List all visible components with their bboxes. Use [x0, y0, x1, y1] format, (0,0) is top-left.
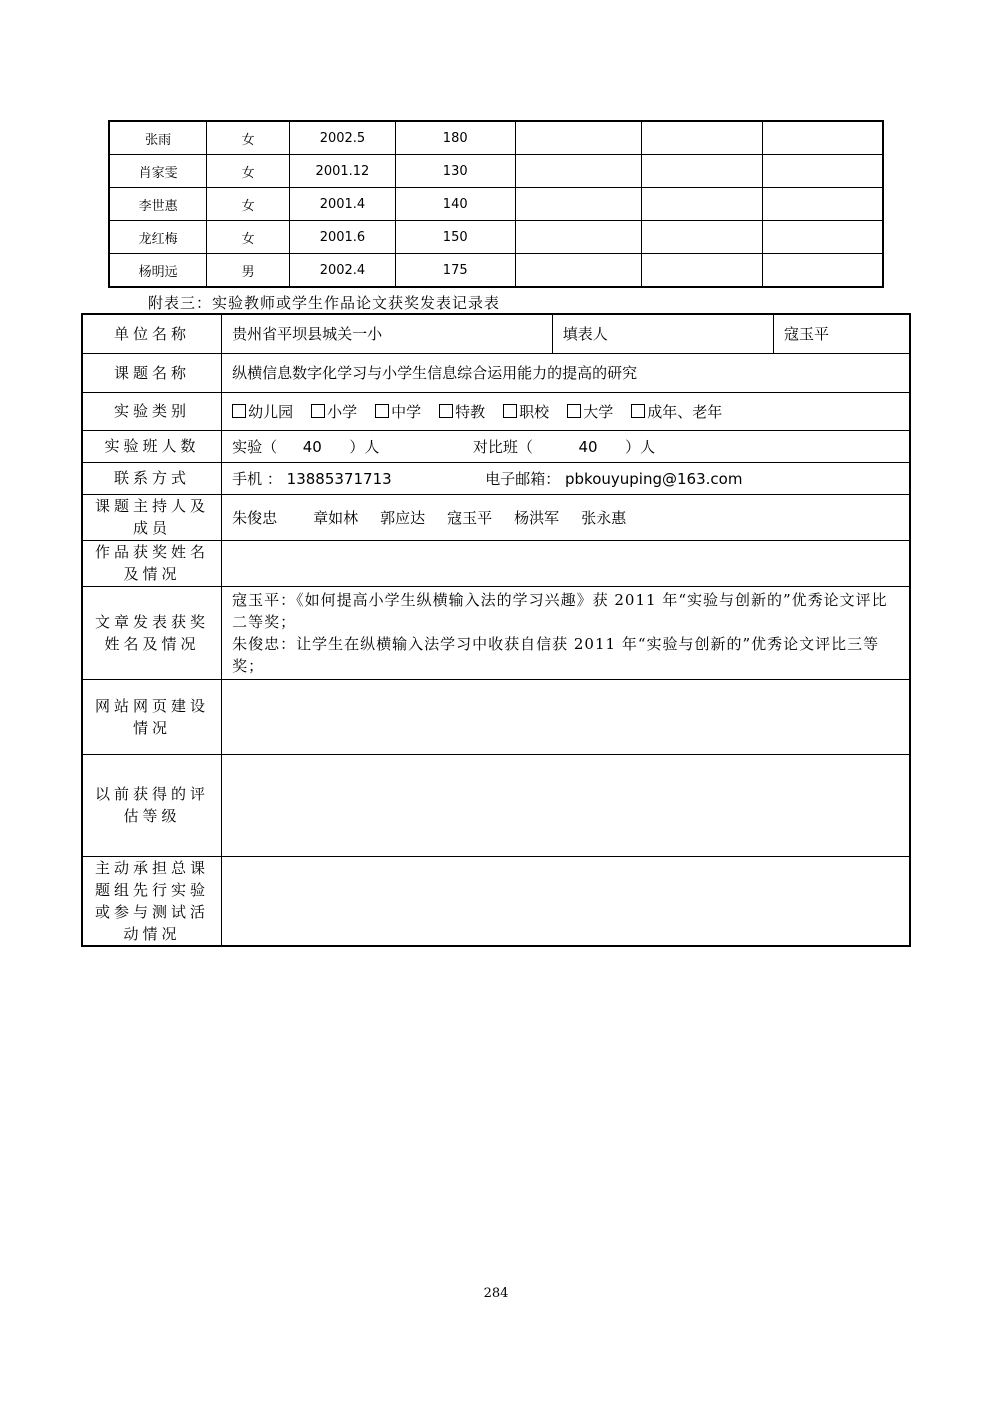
unit-value: 贵州省平坝县城关一小	[222, 314, 553, 353]
category-option-label: 小学	[327, 402, 358, 421]
email-value: pbkouyuping@163.com	[565, 469, 743, 488]
table-row	[109, 155, 883, 188]
student-birth: 2001.6	[290, 221, 396, 254]
empty-cell	[515, 221, 642, 254]
topic-row	[82, 353, 910, 392]
empty-cell	[515, 188, 642, 221]
class-count-row	[82, 430, 910, 462]
checkbox-icon[interactable]	[439, 404, 453, 418]
ctrl-value: 40	[578, 437, 598, 456]
student-name: 肖家雯	[109, 155, 207, 188]
contact-label: 联系方式	[82, 462, 222, 494]
prior-label: 以前获得的评估等级	[82, 754, 222, 856]
student-birth: 2002.5	[290, 121, 396, 155]
article-line: 朱俊忠：让学生在纵横输入法学习中收获自信获 2011 年“实验与创新的”优秀论文评比三等奖；	[232, 634, 880, 675]
member-name: 郭应达	[380, 508, 426, 527]
unit-row	[82, 314, 910, 353]
category-option[interactable]	[375, 403, 421, 421]
works-row	[82, 540, 910, 586]
empty-cell	[642, 121, 763, 155]
category-option-label: 成年、老年	[647, 402, 723, 421]
category-label: 实验类别	[82, 392, 222, 430]
category-option[interactable]	[311, 403, 357, 421]
class-count-label: 实验班人数	[82, 430, 222, 462]
table-row	[109, 188, 883, 221]
category-option[interactable]	[439, 403, 485, 421]
member-name: 杨洪军	[514, 508, 560, 527]
checkbox-icon[interactable]	[503, 404, 517, 418]
article-value	[222, 586, 910, 679]
prior-row	[82, 754, 910, 856]
student-name: 李世惠	[109, 188, 207, 221]
website-row	[82, 679, 910, 754]
contact-value	[222, 462, 910, 494]
category-option-label: 职校	[519, 402, 550, 421]
category-option[interactable]	[567, 403, 613, 421]
student-gender: 女	[207, 188, 290, 221]
member-name: 朱俊忠	[232, 508, 278, 527]
category-option[interactable]	[503, 403, 549, 421]
contact-row	[82, 462, 910, 494]
table-caption: 附表三：实验教师或学生作品论文获奖发表记录表	[148, 294, 501, 312]
category-option-label: 幼儿园	[248, 402, 294, 421]
student-birth: 2001.12	[290, 155, 396, 188]
empty-cell	[642, 188, 763, 221]
category-option-label: 特教	[455, 402, 486, 421]
category-option[interactable]	[631, 403, 722, 421]
host-label: 课题主持人及成员	[82, 494, 222, 540]
active-row	[82, 856, 910, 946]
empty-cell	[642, 254, 763, 288]
student-value: 140	[395, 188, 515, 221]
empty-cell	[762, 221, 883, 254]
empty-cell	[515, 121, 642, 155]
table-row	[109, 121, 883, 155]
page-number: 284	[483, 1286, 509, 1301]
members-value	[222, 494, 910, 540]
empty-cell	[762, 121, 883, 155]
table-row	[109, 254, 883, 288]
member-name: 张永惠	[581, 508, 627, 527]
phone-value: 13885371713	[286, 469, 392, 488]
class-count-value	[222, 430, 910, 462]
student-gender: 女	[207, 155, 290, 188]
student-name: 张雨	[109, 121, 207, 155]
record-table	[81, 313, 911, 947]
phone-label: 手机 ：	[232, 469, 282, 488]
checkbox-icon[interactable]	[631, 404, 645, 418]
topic-label: 课题名称	[82, 353, 222, 392]
category-options	[222, 392, 910, 430]
filler-value: 寇玉平	[773, 314, 910, 353]
filler-label: 填表人	[552, 314, 773, 353]
student-value: 130	[395, 155, 515, 188]
checkbox-icon[interactable]	[311, 404, 325, 418]
exp-label: 实验（	[232, 437, 278, 456]
student-birth: 2001.4	[290, 188, 396, 221]
category-option-label: 中学	[391, 402, 422, 421]
website-label: 网站网页建设情况	[82, 679, 222, 754]
website-value	[222, 679, 910, 754]
category-option-label: 大学	[583, 402, 614, 421]
student-name: 龙红梅	[109, 221, 207, 254]
article-row	[82, 586, 910, 679]
article-line: 寇玉平：《如何提高小学生纵横输入法的学习兴趣》获 2011 年“实验与创新的”优秀论文评比二等奖；	[232, 590, 888, 631]
topic-value: 纵横信息数字化学习与小学生信息综合运用能力的提高的研究	[222, 353, 910, 392]
empty-cell	[762, 155, 883, 188]
host-row	[82, 494, 910, 540]
student-birth: 2002.4	[290, 254, 396, 288]
student-gender: 女	[207, 121, 290, 155]
email-label: 电子邮箱：	[485, 469, 561, 488]
category-row	[82, 392, 910, 430]
article-label: 文章发表获奖姓名及情况	[82, 586, 222, 679]
prior-value	[222, 754, 910, 856]
empty-cell	[515, 155, 642, 188]
empty-cell	[642, 155, 763, 188]
unit-label: 单位名称	[82, 314, 222, 353]
empty-cell	[762, 188, 883, 221]
empty-cell	[762, 254, 883, 288]
member-name: 寇玉平	[447, 508, 493, 527]
student-value: 175	[395, 254, 515, 288]
ctrl-label: 对比班（	[472, 437, 533, 456]
active-value	[222, 856, 910, 946]
student-gender: 女	[207, 221, 290, 254]
active-label: 主动承担总课题组先行实验或参与测试活动情况	[82, 856, 222, 946]
student-gender: 男	[207, 254, 290, 288]
table-row	[109, 221, 883, 254]
student-value: 180	[395, 121, 515, 155]
category-option[interactable]	[232, 403, 293, 421]
empty-cell	[642, 221, 763, 254]
works-label: 作品获奖姓名及情况	[82, 540, 222, 586]
exp-unit: ）人	[349, 437, 380, 456]
student-name: 杨明远	[109, 254, 207, 288]
empty-cell	[515, 254, 642, 288]
checkbox-icon[interactable]	[567, 404, 581, 418]
checkbox-icon[interactable]	[232, 404, 246, 418]
ctrl-unit: ）人	[625, 437, 656, 456]
student-value: 150	[395, 221, 515, 254]
works-value	[222, 540, 910, 586]
checkbox-icon[interactable]	[375, 404, 389, 418]
exp-value: 40	[302, 437, 322, 456]
student-table	[108, 120, 884, 288]
member-name: 章如林	[313, 508, 359, 527]
